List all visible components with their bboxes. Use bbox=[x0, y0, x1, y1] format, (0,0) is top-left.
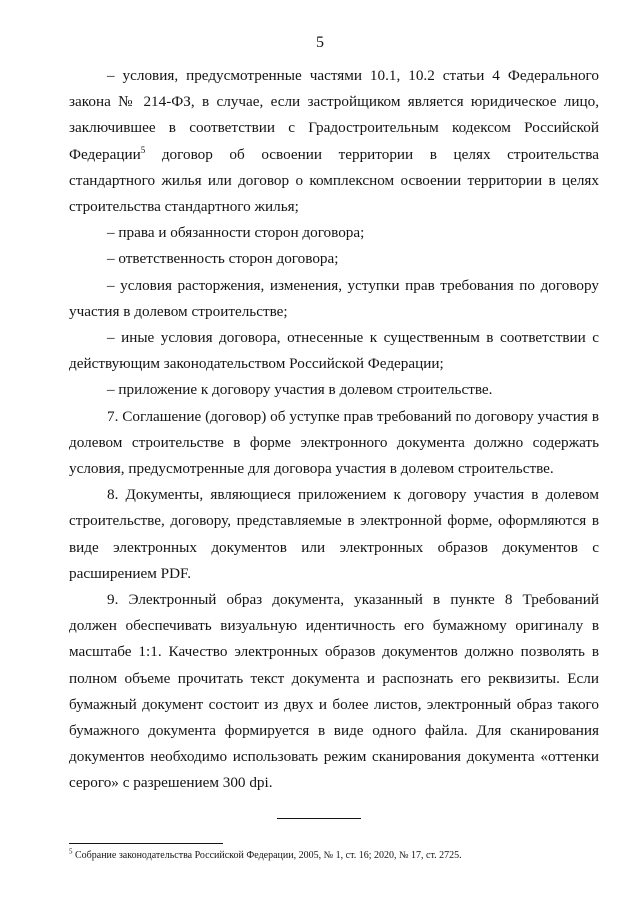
body-text bbox=[69, 63, 599, 797]
paragraph-other-conditions bbox=[69, 325, 599, 377]
paragraph-text: – условия, предусмотренные частями 10.1, 10.2 статьи 4 Федерального закона № 214-ФЗ, в случае, если застройщиком является юридическое лицо, заключившее в соответствии с Градостроительным кодексом Российской Федерации bbox=[69, 67, 599, 163]
paragraph-text: – ответственность сторон договора; bbox=[107, 250, 339, 268]
paragraph-appendix bbox=[69, 377, 599, 403]
paragraph-liability bbox=[69, 246, 599, 272]
footnote-marker: 5 bbox=[69, 847, 73, 856]
paragraph-text: 7. Соглашение (договор) об уступке прав требований по договору участия в долевом строительстве в форме электронного документа должно содержать условия, предусмотренные для договора участия в долевом строительстве. bbox=[69, 407, 599, 478]
text-end-separator bbox=[277, 818, 361, 819]
paragraph-termination-conditions bbox=[69, 273, 599, 325]
footnote-text: Собрание законодательства Российской Федерации, 2005, № 1, ст. 16; 2020, № 17, ст. 2725. bbox=[72, 850, 462, 861]
paragraph-rights-obligations bbox=[69, 220, 599, 246]
paragraph-text: – условия расторжения, изменения, уступки прав требования по договору участия в долевом строительстве; bbox=[69, 276, 599, 320]
paragraph-text-continued: договор об освоении территории в целях строительства стандартного жилья или договор о комплексном освоении территории в целях строительства стандартного жилья; bbox=[69, 145, 599, 216]
paragraph-text: – приложение к договору участия в долевом строительстве. bbox=[107, 381, 493, 399]
page-number: 5 bbox=[316, 34, 324, 51]
paragraph-item-9 bbox=[69, 587, 599, 797]
footnote-divider bbox=[69, 843, 223, 844]
paragraph-conditions-standard-housing bbox=[69, 63, 599, 220]
footnote-reference: 5 bbox=[140, 144, 146, 155]
footnote bbox=[69, 849, 609, 862]
paragraph-item-7 bbox=[69, 404, 599, 483]
paragraph-text: – иные условия договора, отнесенные к существенным в соответствии с действующим законодательством Российской Федерации; bbox=[69, 329, 599, 373]
paragraph-text: – права и обязанности сторон договора; bbox=[107, 224, 365, 242]
paragraph-text: 9. Электронный образ документа, указанный в пункте 8 Требований должен обеспечивать визуальную идентичность его бумажному оригиналу в масштабе 1:1. Качество электронных образов документов должно позволять в полном объеме прочитать текст документа и распознать его реквизиты. Если бумажный документ состоит из двух и более листов, электронный образ такого бумажного документа формируется в виде одного файла. Для сканирования документов необходимо использовать режим сканирования документа «оттенки серого» с разрешением 300 dpi. bbox=[69, 591, 599, 792]
paragraph-item-8 bbox=[69, 482, 599, 587]
paragraph-text: 8. Документы, являющиеся приложением к договору участия в долевом строительстве, договору, представляемые в электронной форме, оформляются в виде электронных документов или электронных образов документов с расширением PDF. bbox=[69, 486, 599, 582]
